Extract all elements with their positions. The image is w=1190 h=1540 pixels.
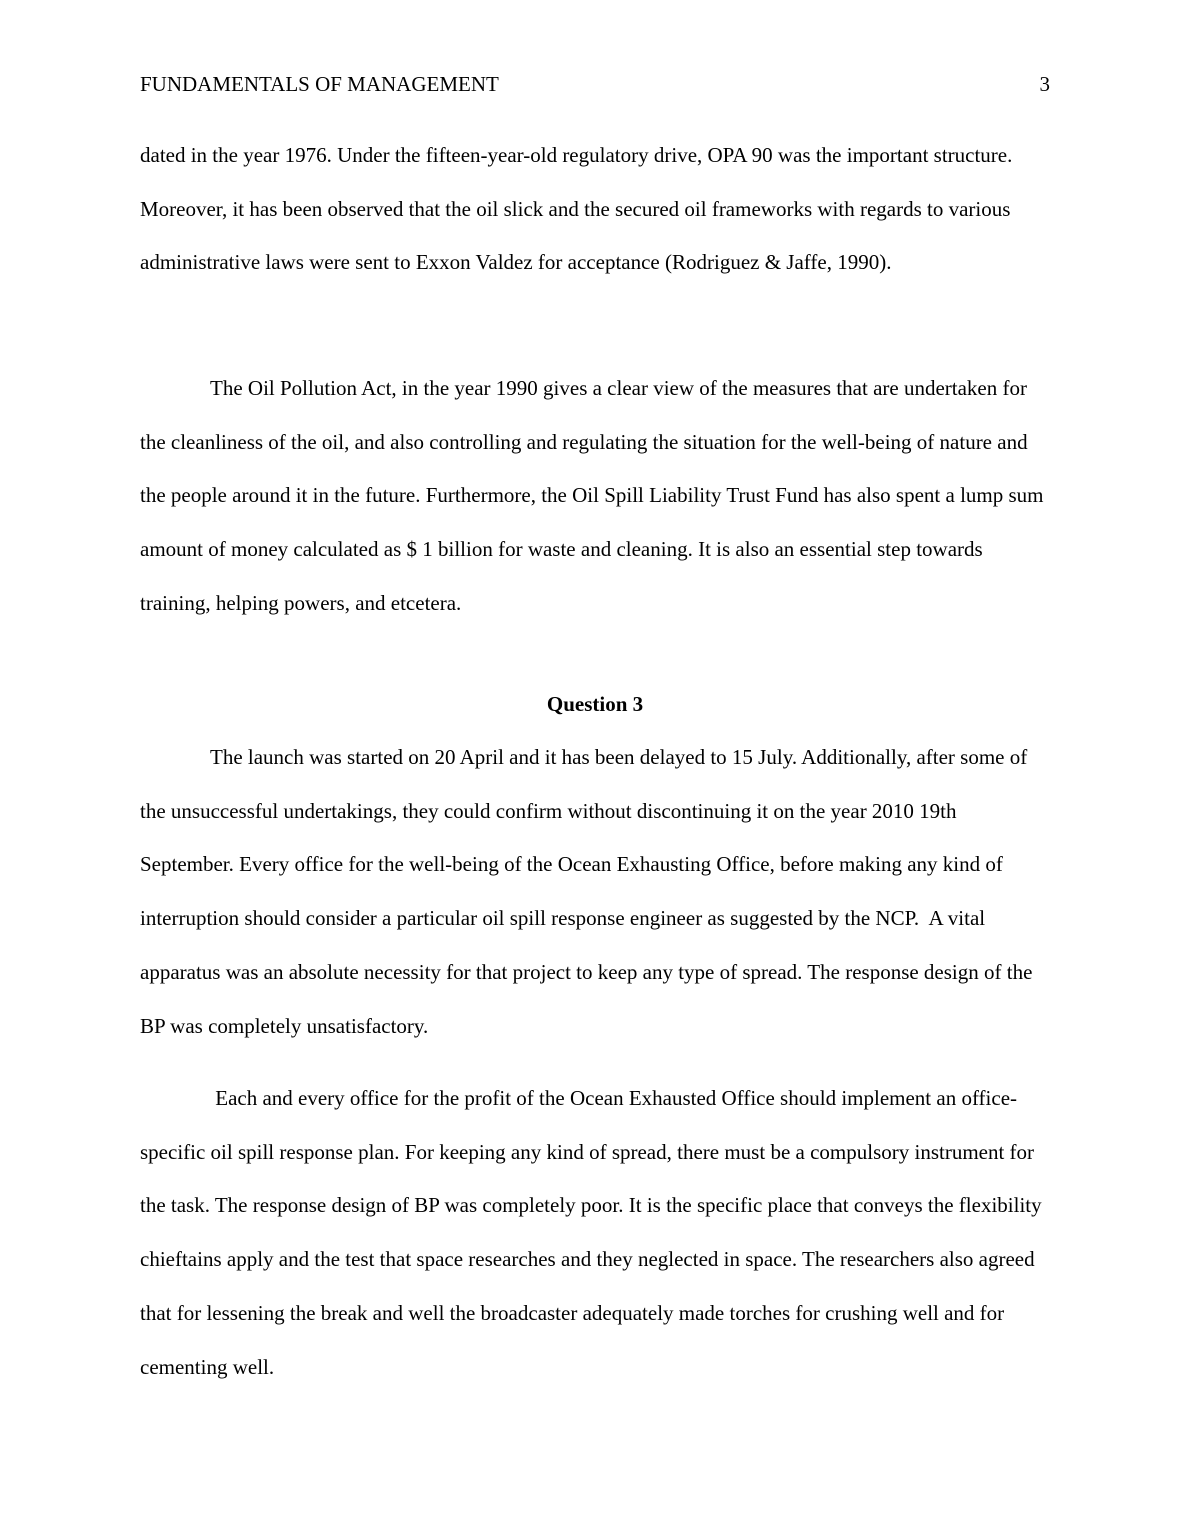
page-header: [140, 70, 1050, 98]
paragraph-continuation: dated in the year 1976. Under the fifteen-year-old regulatory drive, OPA 90 was the important structure. Moreover, it has been observed that the oil slick and the secured oil frameworks with regards to various administrative laws were sent to Exxon Valdez for acceptance (Rodriguez & Jaffe, 1990).: [140, 143, 1013, 275]
running-head: FUNDAMENTALS OF MANAGEMENT: [140, 72, 499, 96]
paragraph-office-response-plan: Each and every office for the profit of the Ocean Exhausted Office should implement an office-specific oil spill response plan. For keeping any kind of spread, there must be a compulsory instrument for the task. The response design of BP was completely poor. It is the specific place that conveys the flexibility chieftains apply and the test that space researches and they neglected in space. The researchers also agreed that for lessening the break and well the broadcaster adequately made torches for crushing well and for cementing well.: [140, 1086, 1047, 1379]
paragraph-oil-pollution-act: The Oil Pollution Act, in the year 1990 gives a clear view of the measures that are undertaken for the cleanliness of the oil, and also controlling and regulating the situation for the well-being of nature and the people around it in the future. Furthermore, the Oil Spill Liability Trust Fund has also spent a lump sum amount of money calculated as $ 1 billion for waste and cleaning. It is also an essential step towards training, helping powers, and etcetera.: [140, 376, 1044, 615]
paragraph-launch: The launch was started on 20 April and it has been delayed to 15 July. Additionally, after some of the unsuccessful undertakings, they could confirm without discontinuing it on the year 2010 19th September. Every office for the well-being of the Ocean Exhausting Office, before making any kind of interruption should consider a particular oil spill response engineer as suggested by the NCP. A vital apparatus was an absolute necessity for that project to keep any type of spread. The response design of the BP was completely unsatisfactory.: [140, 745, 1038, 1038]
section-heading: Question 3: [546, 692, 644, 716]
page-number: 3: [1039, 72, 1050, 96]
